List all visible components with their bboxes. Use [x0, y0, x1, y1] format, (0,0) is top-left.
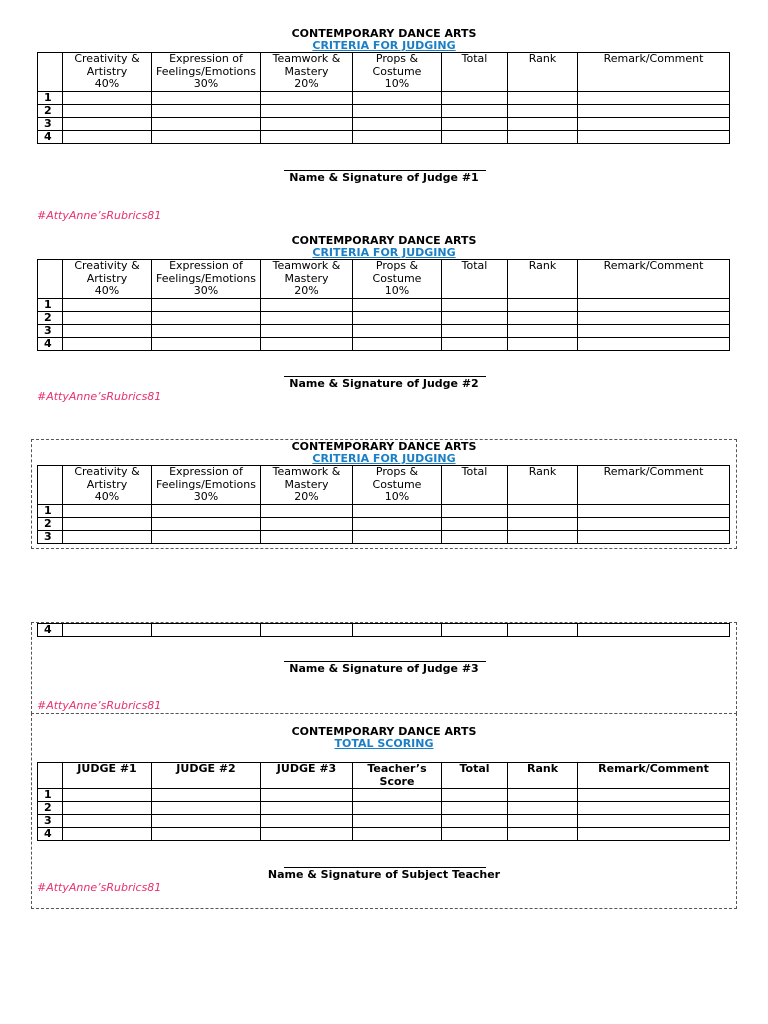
score-cell[interactable] — [353, 517, 442, 530]
score-cell[interactable] — [578, 517, 730, 530]
score-cell[interactable] — [63, 624, 152, 637]
form-title-2: CONTEMPORARY DANCE ARTS — [291, 234, 477, 247]
score-cell[interactable] — [578, 504, 730, 517]
score-cell[interactable] — [353, 624, 442, 637]
score-cell[interactable] — [353, 324, 442, 337]
header-total: Total — [442, 466, 508, 505]
score-cell[interactable] — [63, 789, 152, 802]
row-number: 3 — [38, 815, 63, 828]
criteria-subtitle-1: CRITERIA FOR JUDGING — [312, 39, 456, 52]
score-cell[interactable] — [508, 517, 578, 530]
signature-label-teacher: Name & Signature of Subject Teacher — [267, 868, 501, 881]
score-cell[interactable] — [63, 311, 152, 324]
header-props: Props & Costume 10% — [353, 53, 442, 92]
score-cell[interactable] — [63, 337, 152, 350]
score-cell[interactable] — [261, 117, 353, 130]
score-cell[interactable] — [442, 91, 508, 104]
signature-label-judge3: Name & Signature of Judge #3 — [289, 662, 479, 675]
score-cell[interactable] — [353, 504, 442, 517]
score-cell[interactable] — [578, 117, 730, 130]
score-cell[interactable] — [578, 130, 730, 143]
score-cell[interactable] — [442, 624, 508, 637]
score-cell[interactable] — [353, 298, 442, 311]
score-cell[interactable] — [261, 828, 353, 841]
row-number: 2 — [38, 802, 63, 815]
table-row — [38, 311, 730, 324]
score-cell[interactable] — [442, 789, 508, 802]
score-cell[interactable] — [261, 530, 353, 543]
score-cell[interactable] — [508, 828, 578, 841]
score-cell[interactable] — [508, 104, 578, 117]
score-cell[interactable] — [353, 117, 442, 130]
score-cell[interactable] — [63, 324, 152, 337]
header-expression: Expression of Feelings/Emotions 30% — [152, 260, 261, 299]
score-cell[interactable] — [578, 530, 730, 543]
score-cell[interactable] — [353, 802, 442, 815]
score-cell[interactable] — [442, 504, 508, 517]
score-cell[interactable] — [63, 828, 152, 841]
header-blank — [38, 763, 63, 789]
header-total: Total — [442, 53, 508, 92]
score-cell[interactable] — [442, 337, 508, 350]
score-cell[interactable] — [261, 298, 353, 311]
score-cell[interactable] — [63, 104, 152, 117]
form-title-4: CONTEMPORARY DANCE ARTS — [291, 725, 477, 738]
score-cell[interactable] — [353, 311, 442, 324]
score-cell[interactable] — [353, 828, 442, 841]
score-cell[interactable] — [152, 104, 261, 117]
form-title-1: CONTEMPORARY DANCE ARTS — [291, 27, 477, 40]
hashtag-4: #AttyAnne’sRubrics81 — [37, 881, 162, 894]
header-remark: Remark/Comment — [578, 53, 730, 92]
total-scoring-table — [37, 762, 730, 841]
header-blank — [38, 260, 63, 299]
table-row — [38, 789, 730, 802]
score-cell[interactable] — [578, 828, 730, 841]
table-row — [38, 91, 730, 104]
row-number: 1 — [38, 91, 63, 104]
header-creativity: Creativity & Artistry 40% — [63, 260, 152, 299]
score-cell[interactable] — [152, 504, 261, 517]
hashtag-3: #AttyAnne’sRubrics81 — [37, 699, 162, 712]
criteria-subtitle-2: CRITERIA FOR JUDGING — [312, 246, 456, 259]
row-number: 4 — [38, 828, 63, 841]
score-cell[interactable] — [578, 789, 730, 802]
score-cell[interactable] — [508, 324, 578, 337]
table-row — [38, 530, 730, 543]
score-cell[interactable] — [442, 117, 508, 130]
score-cell[interactable] — [578, 104, 730, 117]
header-creativity: Creativity & Artistry 40% — [63, 53, 152, 92]
score-cell[interactable] — [508, 117, 578, 130]
score-cell[interactable] — [261, 624, 353, 637]
score-cell[interactable] — [152, 517, 261, 530]
score-cell[interactable] — [353, 130, 442, 143]
criteria-table-judge2 — [37, 259, 730, 351]
row-number: 3 — [38, 324, 63, 337]
table-row — [38, 504, 730, 517]
signature-label-judge2: Name & Signature of Judge #2 — [289, 377, 479, 390]
score-cell[interactable] — [442, 324, 508, 337]
header-rank: Rank — [508, 763, 578, 789]
score-cell[interactable] — [442, 130, 508, 143]
score-cell[interactable] — [508, 130, 578, 143]
criteria-subtitle-3: CRITERIA FOR JUDGING — [312, 452, 456, 465]
score-cell[interactable] — [353, 815, 442, 828]
score-cell[interactable] — [508, 815, 578, 828]
table-row — [38, 828, 730, 841]
score-cell[interactable] — [508, 311, 578, 324]
table-row — [38, 624, 730, 637]
score-cell[interactable] — [63, 504, 152, 517]
score-cell[interactable] — [508, 624, 578, 637]
header-remark: Remark/Comment — [578, 466, 730, 505]
score-cell[interactable] — [63, 91, 152, 104]
header-total: Total — [442, 260, 508, 299]
score-cell[interactable] — [63, 815, 152, 828]
score-cell[interactable] — [63, 130, 152, 143]
score-cell[interactable] — [578, 802, 730, 815]
header-remark: Remark/Comment — [578, 763, 730, 789]
form-title-3: CONTEMPORARY DANCE ARTS — [291, 440, 477, 453]
row-number: 2 — [38, 311, 63, 324]
score-cell[interactable] — [152, 91, 261, 104]
table-row — [38, 802, 730, 815]
score-cell[interactable] — [353, 530, 442, 543]
header-judge3: JUDGE #3 — [261, 763, 353, 789]
header-blank — [38, 53, 63, 92]
header-teamwork: Teamwork & Mastery 20% — [261, 53, 353, 92]
score-cell[interactable] — [63, 298, 152, 311]
table-row — [38, 298, 730, 311]
header-judge2: JUDGE #2 — [152, 763, 261, 789]
header-total: Total — [442, 763, 508, 789]
score-cell[interactable] — [442, 104, 508, 117]
header-teamwork: Teamwork & Mastery 20% — [261, 466, 353, 505]
score-cell[interactable] — [63, 802, 152, 815]
score-cell[interactable] — [442, 815, 508, 828]
score-cell[interactable] — [261, 337, 353, 350]
score-cell[interactable] — [152, 802, 261, 815]
row-number: 4 — [38, 130, 63, 143]
row-number: 3 — [38, 530, 63, 543]
row-number: 4 — [38, 624, 63, 637]
score-cell[interactable] — [442, 530, 508, 543]
score-cell[interactable] — [578, 324, 730, 337]
row-number: 1 — [38, 298, 63, 311]
score-cell[interactable] — [152, 130, 261, 143]
score-cell[interactable] — [442, 298, 508, 311]
header-props: Props & Costume 10% — [353, 260, 442, 299]
score-cell[interactable] — [508, 91, 578, 104]
header-props: Props & Costume 10% — [353, 466, 442, 505]
table-row — [38, 104, 730, 117]
criteria-table-judge3 — [37, 465, 730, 544]
row-number: 1 — [38, 789, 63, 802]
score-cell[interactable] — [578, 624, 730, 637]
score-cell[interactable] — [353, 104, 442, 117]
score-cell[interactable] — [63, 517, 152, 530]
total-subtitle: TOTAL SCORING — [334, 737, 434, 750]
score-cell[interactable] — [578, 91, 730, 104]
table-row — [38, 517, 730, 530]
score-cell[interactable] — [63, 117, 152, 130]
header-judge1: JUDGE #1 — [63, 763, 152, 789]
row-number: 1 — [38, 504, 63, 517]
score-cell[interactable] — [152, 815, 261, 828]
score-cell[interactable] — [578, 337, 730, 350]
score-cell[interactable] — [261, 130, 353, 143]
row-number: 3 — [38, 117, 63, 130]
score-cell[interactable] — [508, 789, 578, 802]
header-creativity: Creativity & Artistry 40% — [63, 466, 152, 505]
score-cell[interactable] — [353, 91, 442, 104]
row-number: 2 — [38, 517, 63, 530]
score-cell[interactable] — [261, 815, 353, 828]
score-cell[interactable] — [508, 298, 578, 311]
score-cell[interactable] — [261, 311, 353, 324]
header-remark: Remark/Comment — [578, 260, 730, 299]
criteria-table-judge1 — [37, 52, 730, 144]
score-cell[interactable] — [442, 517, 508, 530]
score-cell[interactable] — [261, 789, 353, 802]
score-cell[interactable] — [152, 624, 261, 637]
header-teacher-score: Teacher’s Score — [353, 763, 442, 789]
score-cell[interactable] — [152, 337, 261, 350]
hashtag-2: #AttyAnne’sRubrics81 — [37, 390, 162, 403]
score-cell[interactable] — [578, 815, 730, 828]
signature-label-judge1: Name & Signature of Judge #1 — [289, 171, 479, 184]
score-cell[interactable] — [261, 324, 353, 337]
table-row — [38, 130, 730, 143]
header-expression: Expression of Feelings/Emotions 30% — [152, 53, 261, 92]
score-cell[interactable] — [152, 789, 261, 802]
score-cell[interactable] — [261, 91, 353, 104]
table-row — [38, 117, 730, 130]
score-cell[interactable] — [578, 311, 730, 324]
score-cell[interactable] — [152, 324, 261, 337]
score-cell[interactable] — [152, 117, 261, 130]
criteria-table-judge3-continued — [37, 623, 730, 637]
score-cell[interactable] — [261, 802, 353, 815]
header-rank: Rank — [508, 53, 578, 92]
score-cell[interactable] — [261, 517, 353, 530]
header-rank: Rank — [508, 260, 578, 299]
score-cell[interactable] — [353, 337, 442, 350]
table-row — [38, 337, 730, 350]
score-cell[interactable] — [261, 104, 353, 117]
header-blank — [38, 466, 63, 505]
score-cell[interactable] — [63, 530, 152, 543]
score-cell[interactable] — [152, 298, 261, 311]
score-cell[interactable] — [508, 802, 578, 815]
score-cell[interactable] — [442, 828, 508, 841]
score-cell[interactable] — [508, 530, 578, 543]
score-cell[interactable] — [578, 298, 730, 311]
header-teamwork: Teamwork & Mastery 20% — [261, 260, 353, 299]
header-rank: Rank — [508, 466, 578, 505]
row-number: 4 — [38, 337, 63, 350]
score-cell[interactable] — [442, 311, 508, 324]
header-expression: Expression of Feelings/Emotions 30% — [152, 466, 261, 505]
hashtag-1: #AttyAnne’sRubrics81 — [37, 209, 162, 222]
row-number: 2 — [38, 104, 63, 117]
score-cell[interactable] — [261, 504, 353, 517]
table-row — [38, 815, 730, 828]
score-cell[interactable] — [353, 789, 442, 802]
table-row — [38, 324, 730, 337]
score-cell[interactable] — [508, 504, 578, 517]
score-cell[interactable] — [152, 530, 261, 543]
score-cell[interactable] — [152, 828, 261, 841]
score-cell[interactable] — [152, 311, 261, 324]
score-cell[interactable] — [442, 802, 508, 815]
score-cell[interactable] — [508, 337, 578, 350]
